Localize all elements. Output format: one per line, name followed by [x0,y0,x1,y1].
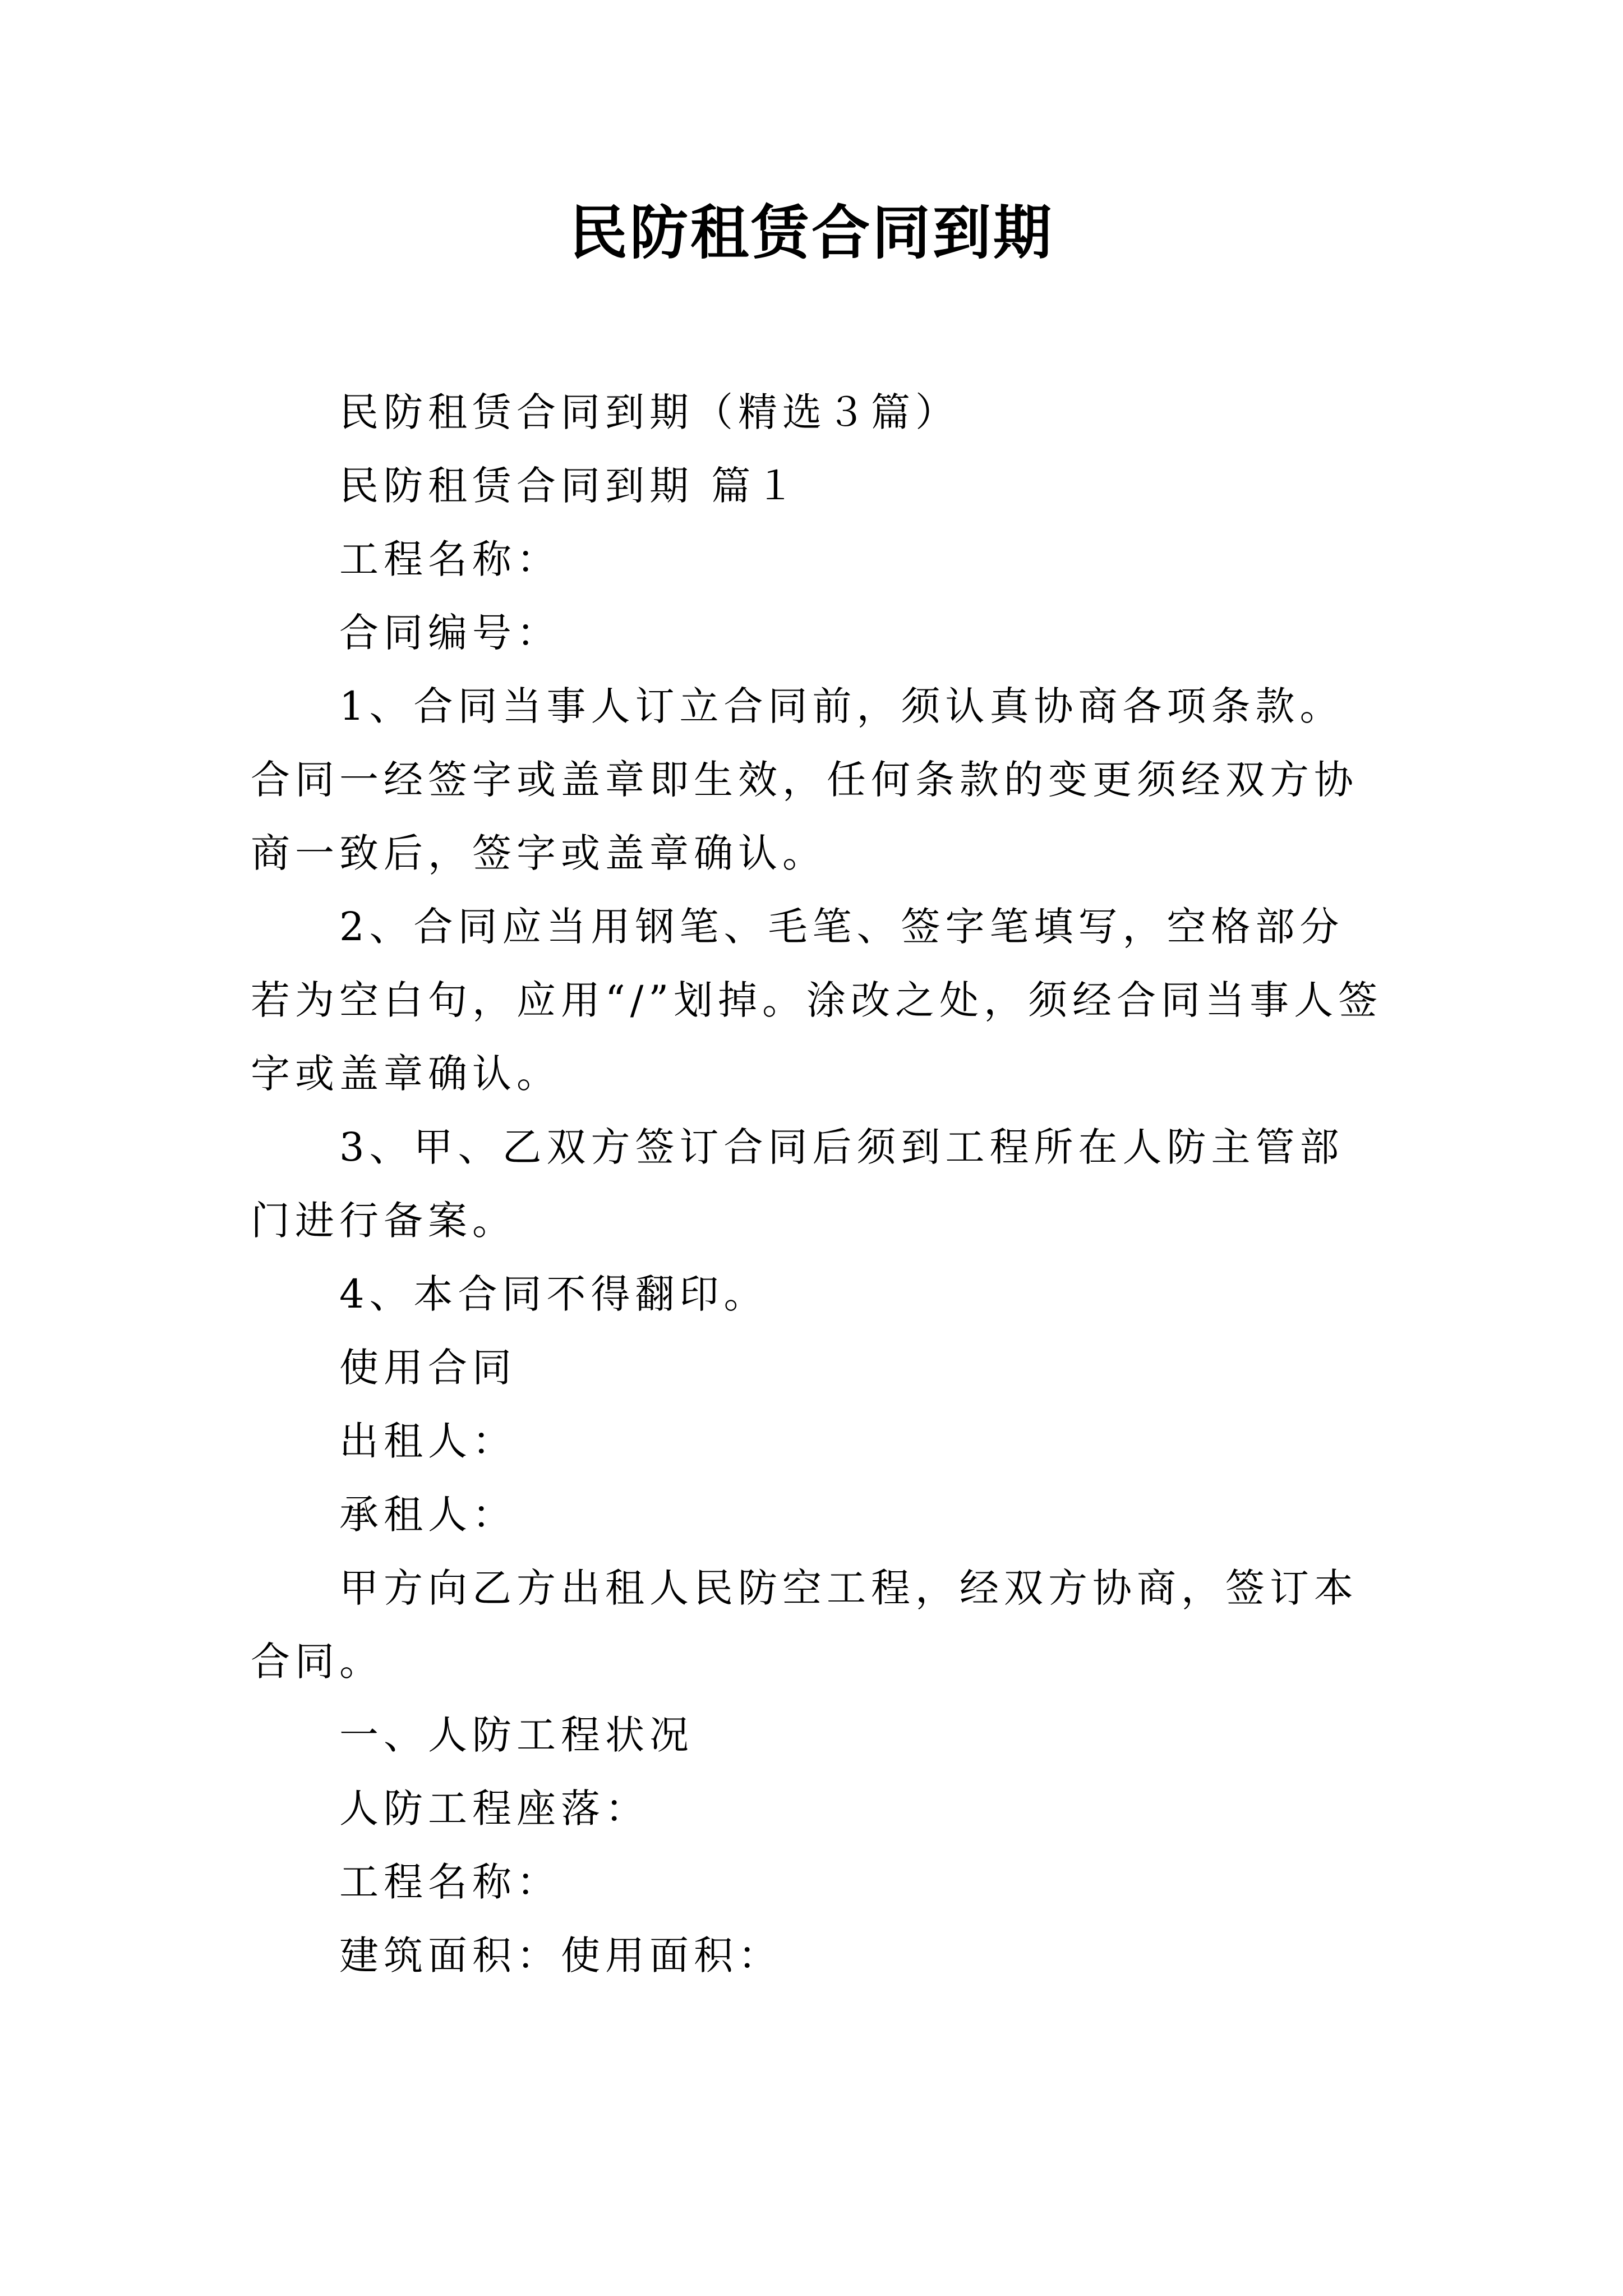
paragraph-area: 建筑面积：使用面积： [339,1932,782,1978]
paragraph-section-heading: 民防租赁合同到期 篇１ [339,463,800,509]
paragraph-location: 人防工程座落： [339,1786,649,1832]
document-body [251,376,1384,1993]
paragraph-use-contract: 使用合同 [339,1345,517,1391]
paragraph-project-name: 工程名称： [339,536,561,582]
paragraph-agreement: 甲方向乙方出租人民防空工程，经双方协商，签订本合同。 [251,1565,1358,1685]
paragraph-clause-3: 3、甲、乙双方签订合同后须到工程所在人防主管部门进行备案。 [251,1124,1344,1244]
paragraph-clause-2: 2、合同应当用钢笔、毛笔、签字笔填写，空格部分若为空白句，应用“/”划掉。涂改之处，须经合同当事人签字或盖章确认。 [251,904,1383,1097]
paragraph-clause-4: 4、本合同不得翻印。 [339,1271,768,1317]
paragraph-lessee: 承租人： [339,1492,517,1538]
paragraph-clause-1: 1、合同当事人订立合同前，须认真协商各项条款。合同一经签字或盖章即生效，任何条款的变更须经双方协商一致后，签字或盖章确认。 [251,683,1358,876]
paragraph-project-name-2: 工程名称： [339,1859,561,1905]
paragraph-subtitle: 民防租赁合同到期（精选３篇） [339,389,960,435]
paragraph-lessor: 出租人： [339,1418,517,1464]
document-title: 民防租赁合同到期 [569,198,1054,267]
paragraph-contract-number: 合同编号： [339,610,561,656]
paragraph-section-one: 一、人防工程状况 [339,1712,694,1758]
